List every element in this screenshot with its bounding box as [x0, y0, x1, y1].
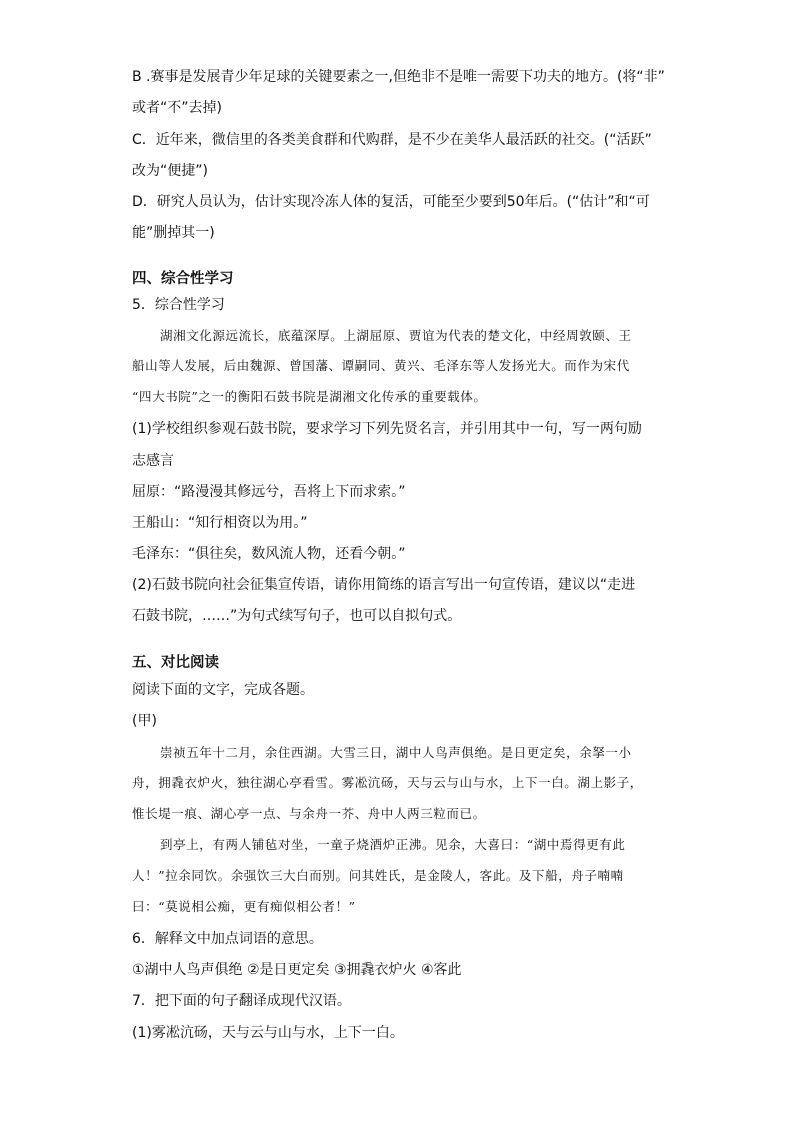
quote-wang-chuanshan: 王船山：“知行相资以为用。” — [132, 515, 308, 531]
passage-line: 湖湘文化源远流长，底蕴深厚。上湖屈原、贾谊为代表的楚文化，中经周敦颐、王 — [160, 328, 632, 343]
classical-text-line: 崇祯五年十二月，余住西湖。大雪三日，湖中人鸟声俱绝。是日更定矣，余拏一小 — [160, 745, 632, 760]
sub-question-2-line-2: 石鼓书院，……”为句式续写句子，也可以自拟句式。 — [132, 608, 462, 624]
passage-line: 船山等人发展，后由魏源、曾国藩、谭嗣同、黄兴、毛泽东等人发扬光大。而作为宋代 — [132, 358, 630, 373]
passage-jia-label: (甲) — [132, 713, 157, 729]
question-7-title: 7．把下面的句子翻译成现代汉语。 — [132, 993, 351, 1009]
section-5-heading: 五、对比阅读 — [132, 655, 219, 671]
passage-line: “四大书院”之一的衡阳石鼓书院是湖湘文化传承的重要载体。 — [132, 389, 487, 404]
sub-question-2-line-1: (2)石鼓书院向社会征集宣传语，请你用简练的语言写出一句宣传语，建议以“走进 — [132, 577, 636, 593]
question-7-sub-1: (1)雾凇沆砀，天与云与山与水，上下一白。 — [132, 1025, 404, 1041]
option-b-line-1: B .赛事是发展青少年足球的关键要素之一,但绝非不是唯一需要下功夫的地方。(将“非” — [132, 69, 665, 85]
sub-question-1-line-2: 志感言 — [132, 453, 174, 469]
option-d-line-2: 能”删掉其一) — [132, 225, 215, 241]
classical-text-line: 到亭上，有两人铺毡对坐，一童子烧酒炉正沸。见余，大喜曰：“湖中焉得更有此 — [160, 837, 626, 852]
question-5-title: 5．综合性学习 — [132, 297, 225, 313]
section-4-heading: 四、综合性学习 — [132, 271, 234, 287]
classical-text-line: 人！”拉余同饮。余强饮三大白而别。问其姓氏，是金陵人，客此。及下船，舟子喃喃 — [132, 868, 624, 883]
option-b-line-2: 或者“不”去掉) — [132, 100, 222, 116]
quote-mao-zedong: 毛泽东：“俱往矣，数风流人物，还看今朝。” — [132, 546, 406, 562]
classical-text-line: 惟长堤一痕、湖心亭一点、与余舟一芥、舟中人两三粒而已。 — [132, 806, 486, 821]
question-6-title: 6．解释文中加点词语的意思。 — [132, 931, 323, 947]
option-c-line-1: C．近年来，微信里的各类美食群和代购群，是不少在美华人最活跃的社交。(“活跃” — [132, 132, 652, 148]
section-5-intro: 阅读下面的文字，完成各题。 — [132, 682, 314, 698]
classical-text-line: 舟，拥毳衣炉火，独往湖心亭看雪。雾凇沆砀，天与云与山与水，上下一白。湖上影子， — [132, 775, 643, 790]
question-6-items: ①湖中人鸟声俱绝 ②是日更定矣 ③拥毳衣炉火 ④客此 — [132, 962, 462, 978]
quote-qu-yuan: 屈原：“路漫漫其修远兮，吾将上下而求索。” — [132, 484, 406, 500]
classical-text-line: 曰：“莫说相公痴，更有痴似相公者！” — [132, 899, 356, 914]
option-d-line-1: D．研究人员认为，估计实现冷冻人体的复活，可能至少要到50年后。(“估计”和“可 — [132, 194, 650, 210]
option-c-line-2: 改为“便捷”) — [132, 163, 208, 179]
sub-question-1-line-1: (1)学校组织参观石鼓书院，要求学习下列先贤名言，并引用其中一句，写一两句励 — [132, 421, 642, 437]
